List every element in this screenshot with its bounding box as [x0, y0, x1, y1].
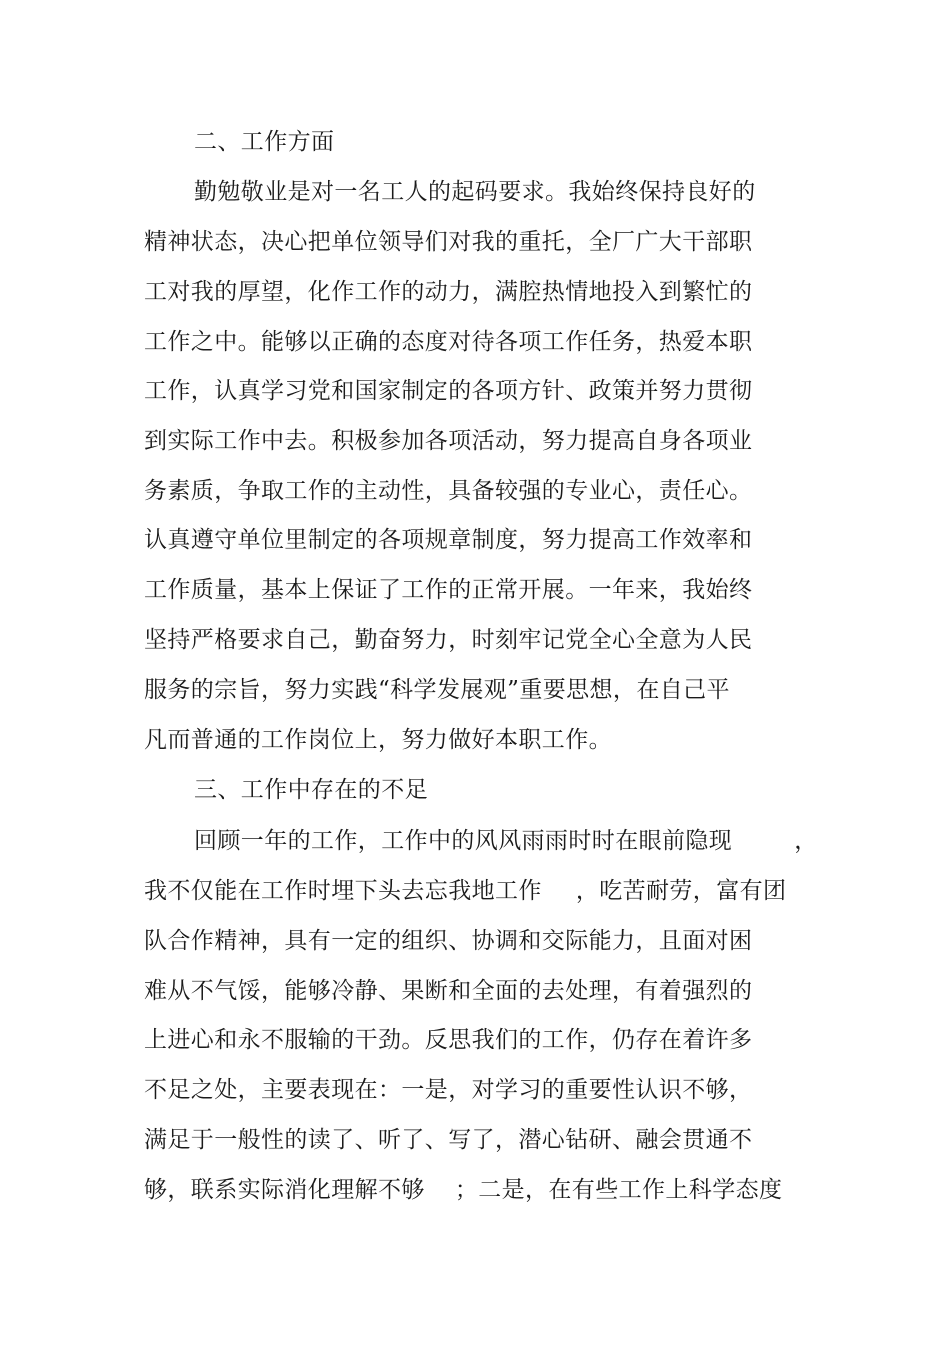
paragraph-line: 上进心和永不服输的干劲。反思我们的工作，仍存在着许多: [144, 1027, 753, 1053]
paragraph-text: 够，联系实际消化理解不够: [144, 1177, 425, 1203]
paragraph-line: [144, 876, 786, 906]
paragraph-line: 工作质量，基本上保证了工作的正常开展。一年来，我始终: [144, 577, 753, 603]
section-heading-work: 二、工作方面: [194, 129, 335, 155]
paragraph-line: 坚持严格要求自己，勤奋努力，时刻牢记党全心全意为人民: [144, 627, 753, 653]
paragraph-line: 务素质，争取工作的主动性，具备较强的专业心，责任心。: [144, 478, 753, 504]
paragraph-line: 服务的宗旨，努力实践“科学发展观”重要思想，在自己平: [144, 677, 730, 703]
paragraph-text: 回顾一年的工作，工作中的风风雨雨时时在眼前隐现: [194, 828, 733, 854]
paragraph-line: 凡而普通的工作岗位上，努力做好本职工作。: [144, 727, 612, 753]
paragraph-line: 满足于一般性的读了、听了、写了，潜心钻研、融会贯通不: [144, 1127, 753, 1153]
section-heading-shortcomings: 三、工作中存在的不足: [194, 777, 428, 803]
paragraph-line: 工对我的厚望，化作工作的动力，满腔热情地投入到繁忙的: [144, 279, 753, 305]
paragraph-line: 到实际工作中去。积极参加各项活动，努力提高自身各项业: [144, 428, 753, 454]
paragraph-line: 认真遵守单位里制定的各项规章制度，努力提高工作效率和: [144, 527, 753, 553]
paragraph-text: ；二是，在有些工作上科学态度: [454, 1177, 783, 1203]
paragraph-line: [194, 826, 818, 856]
paragraph-line: 队合作精神，具有一定的组织、协调和交际能力，且面对困: [144, 928, 753, 954]
paragraph-line: 不足之处，主要表现在：一是，对学习的重要性认识不够，: [144, 1077, 753, 1103]
paragraph-line: 精神状态，决心把单位领导们对我的重托，全厂广大干部职: [144, 229, 753, 255]
paragraph-line: 工作，认真学习党和国家制定的各项方针、政策并努力贯彻: [144, 378, 753, 404]
paragraph-text: ，: [794, 828, 818, 854]
paragraph-line: [144, 1175, 782, 1205]
paragraph-text: 我不仅能在工作时埋下头去忘我地工作: [144, 878, 542, 904]
paragraph-line: 勤勉敬业是对一名工人的起码要求。我始终保持良好的: [194, 179, 756, 205]
paragraph-text: ，吃苦耐劳，富有团: [575, 878, 787, 904]
paragraph-line: 工作之中。能够以正确的态度对待各项工作任务，热爱本职: [144, 329, 753, 355]
paragraph-line: 难从不气馁，能够冷静、果断和全面的去处理，有着强烈的: [144, 978, 753, 1004]
